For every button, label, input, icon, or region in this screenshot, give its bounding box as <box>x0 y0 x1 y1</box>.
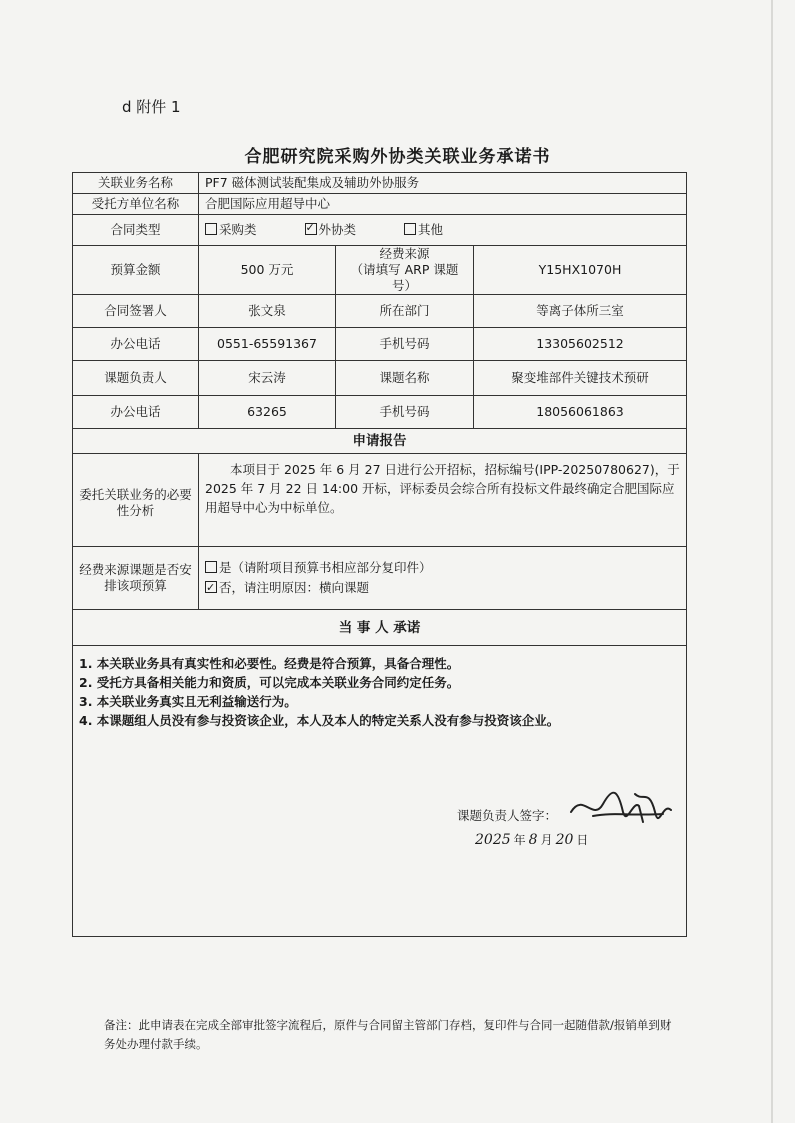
pledge-item: 4. 本课题组人员没有参与投资该企业，本人及本人的特定关系人没有参与投资该企业。 <box>79 713 560 728</box>
mobile-label: 手机号码 <box>336 328 474 361</box>
pledge-section-title: 当 事 人 承诺 <box>73 610 687 646</box>
dept-label: 所在部门 <box>336 295 474 328</box>
necessity-label: 委托关联业务的必要性分析 <box>73 454 199 547</box>
project-name-label: 课题名称 <box>336 361 474 396</box>
project-name-value: 聚变堆部件关键技术预研 <box>474 361 687 396</box>
mobile2-label: 手机号码 <box>336 396 474 429</box>
pledge-item: 1. 本关联业务具有真实性和必要性。经费是符合预算，具备合理性。 <box>79 656 460 671</box>
sign-label: 课题负责人签字： <box>457 808 558 823</box>
office-phone2-label: 办公电话 <box>73 396 199 429</box>
option-yes[interactable]: 是（请附项目预算书相应部分复印件） <box>205 558 680 578</box>
contract-type-options <box>199 215 687 246</box>
checkbox-icon[interactable] <box>205 223 217 235</box>
entrusted-unit-value: 合肥国际应用超导中心 <box>199 194 687 215</box>
checkbox-icon[interactable] <box>404 223 416 235</box>
document-title: 合肥研究院采购外协类关联业务承诺书 <box>244 147 551 167</box>
office-phone-value: 0551-65591367 <box>199 328 336 361</box>
budget-question-label: 经费来源课题是否安排该项预算 <box>73 547 199 610</box>
signer-label: 合同签署人 <box>73 295 199 328</box>
checkbox-checked-icon[interactable] <box>305 223 317 235</box>
business-name-label: 关联业务名称 <box>73 173 199 194</box>
fund-source-value: Y15HX1070H <box>474 246 687 295</box>
option-no[interactable]: ✓否，请注明原因：横向课题 <box>205 578 680 598</box>
necessity-text: 本项目于 2025 年 6 月 27 日进行公开招标，招标编号(IPP-20250780627)，于 2025 年 7 月 22 日 14:00 开标，评标委员会综合所有投标文件最终确定合肥国际应用超导中心为中标单位。 <box>199 454 687 547</box>
office-phone-label: 办公电话 <box>73 328 199 361</box>
option-procurement[interactable]: 采购类 <box>205 222 257 237</box>
mobile-value: 13305602512 <box>474 328 687 361</box>
office-phone2-value: 63265 <box>199 396 336 429</box>
contract-type-label: 合同类型 <box>73 215 199 246</box>
pledge-item: 2. 受托方具备相关能力和资质，可以完成本关联业务合同约定任务。 <box>79 675 460 690</box>
entrusted-unit-label: 受托方单位名称 <box>73 194 199 215</box>
pledge-block <box>73 646 687 937</box>
budget-question-options <box>199 547 687 610</box>
mobile2-value: 18056061863 <box>474 396 687 429</box>
budget-label: 预算金额 <box>73 246 199 295</box>
scan-edge <box>771 0 773 1123</box>
attachment-label: d 附件 1 <box>122 98 181 116</box>
business-name-value: PF7 磁体测试装配集成及辅助外协服务 <box>199 173 687 194</box>
footnote: 备注：此申请表在完成全部审批签字流程后，原件与合同留主管部门存档，复印件与合同一起随借款/报销单到财务处办理付款手续。 <box>104 1018 672 1051</box>
option-other[interactable]: 其他 <box>404 222 443 237</box>
pledge-item: 3. 本关联业务真实且无利益输送行为。 <box>79 694 297 709</box>
fund-source-label: 经费来源 （请填写 ARP 课题号） <box>336 246 474 295</box>
sign-date: 2025 年 8 月 20 日 <box>475 832 589 848</box>
checkbox-icon[interactable] <box>205 561 217 573</box>
commitment-form <box>72 172 687 937</box>
pledge-list <box>79 654 559 730</box>
dept-value: 等离子体所三室 <box>474 295 687 328</box>
checkbox-checked-icon[interactable] <box>205 581 217 593</box>
application-section-title: 申请报告 <box>73 429 687 454</box>
pi-label: 课题负责人 <box>73 361 199 396</box>
budget-value: 500 万元 <box>199 246 336 295</box>
option-outsourcing[interactable]: ✓ 外协类 <box>305 222 357 237</box>
pi-value: 宋云涛 <box>199 361 336 396</box>
signer-value: 张文泉 <box>199 295 336 328</box>
